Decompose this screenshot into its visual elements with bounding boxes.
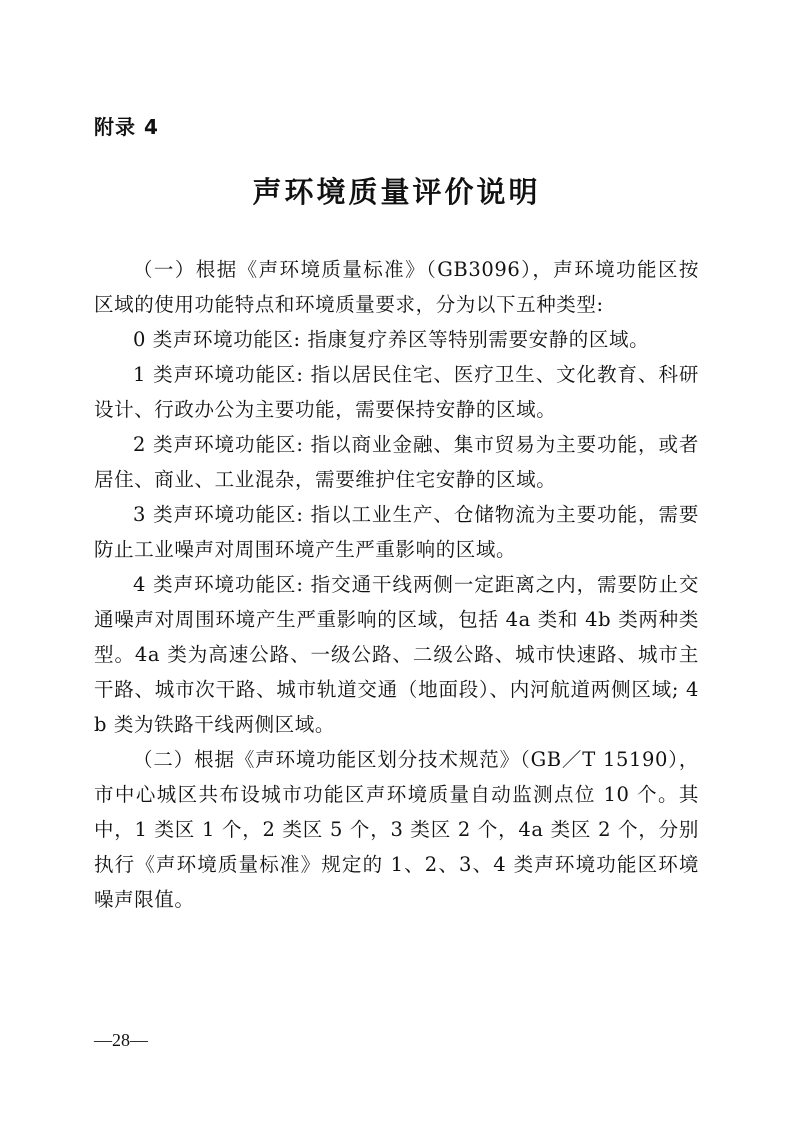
paragraph-class-1: 1 类声环境功能区: 指以居民住宅、医疗卫生、文化教育、科研设计、行政办公为主要功能，需要保持安静的区域。 xyxy=(94,363,699,421)
paragraph-class-2: 2 类声环境功能区: 指以商业金融、集市贸易为主要功能，或者居住、商业、工业混杂，需要维护住宅安静的区域。 xyxy=(94,433,699,491)
document-body xyxy=(94,252,699,917)
appendix-label: 附录 4 xyxy=(94,115,159,139)
paragraph-monitoring-points: （二）根据《声环境功能区划分技术规范》（GB／T 15190），市中心城区共布设城市功能区声环境质量自动监测点位 10 个。其中，1 类区 1 个，2 类区 5 个，3 类区 2 个，4a 类区 2 个，分别执行《声环境质量标准》规定的 1、2、3、4 类声环境功能区环境噪声限值。 xyxy=(94,748,699,911)
paragraph-class-4: 4 类声环境功能区: 指交通干线两侧一定距离之内，需要防止交通噪声对周围环境产生严重影响的区域，包括 4a 类和 4b 类两种类型。4a 类为高速公路、一级公路、二级公路、城市快速路、城市主干路、城市次干路、城市轨道交通（地面段）、内河航道两侧区域; 4b 类为铁路干线两侧区域。 xyxy=(94,573,699,736)
page-title: 声环境质量评价说明 xyxy=(252,175,541,209)
page-number: —28— xyxy=(94,1030,148,1050)
paragraph-standard-intro: （一）根据《声环境质量标准》（GB3096），声环境功能区按区域的使用功能特点和环境质量要求，分为以下五种类型: xyxy=(94,258,699,316)
paragraph-class-3: 3 类声环境功能区: 指以工业生产、仓储物流为主要功能，需要防止工业噪声对周围环境产生严重影响的区域。 xyxy=(94,503,699,561)
paragraph-class-0: 0 类声环境功能区: 指康复疗养区等特别需要安静的区域。 xyxy=(133,328,650,351)
